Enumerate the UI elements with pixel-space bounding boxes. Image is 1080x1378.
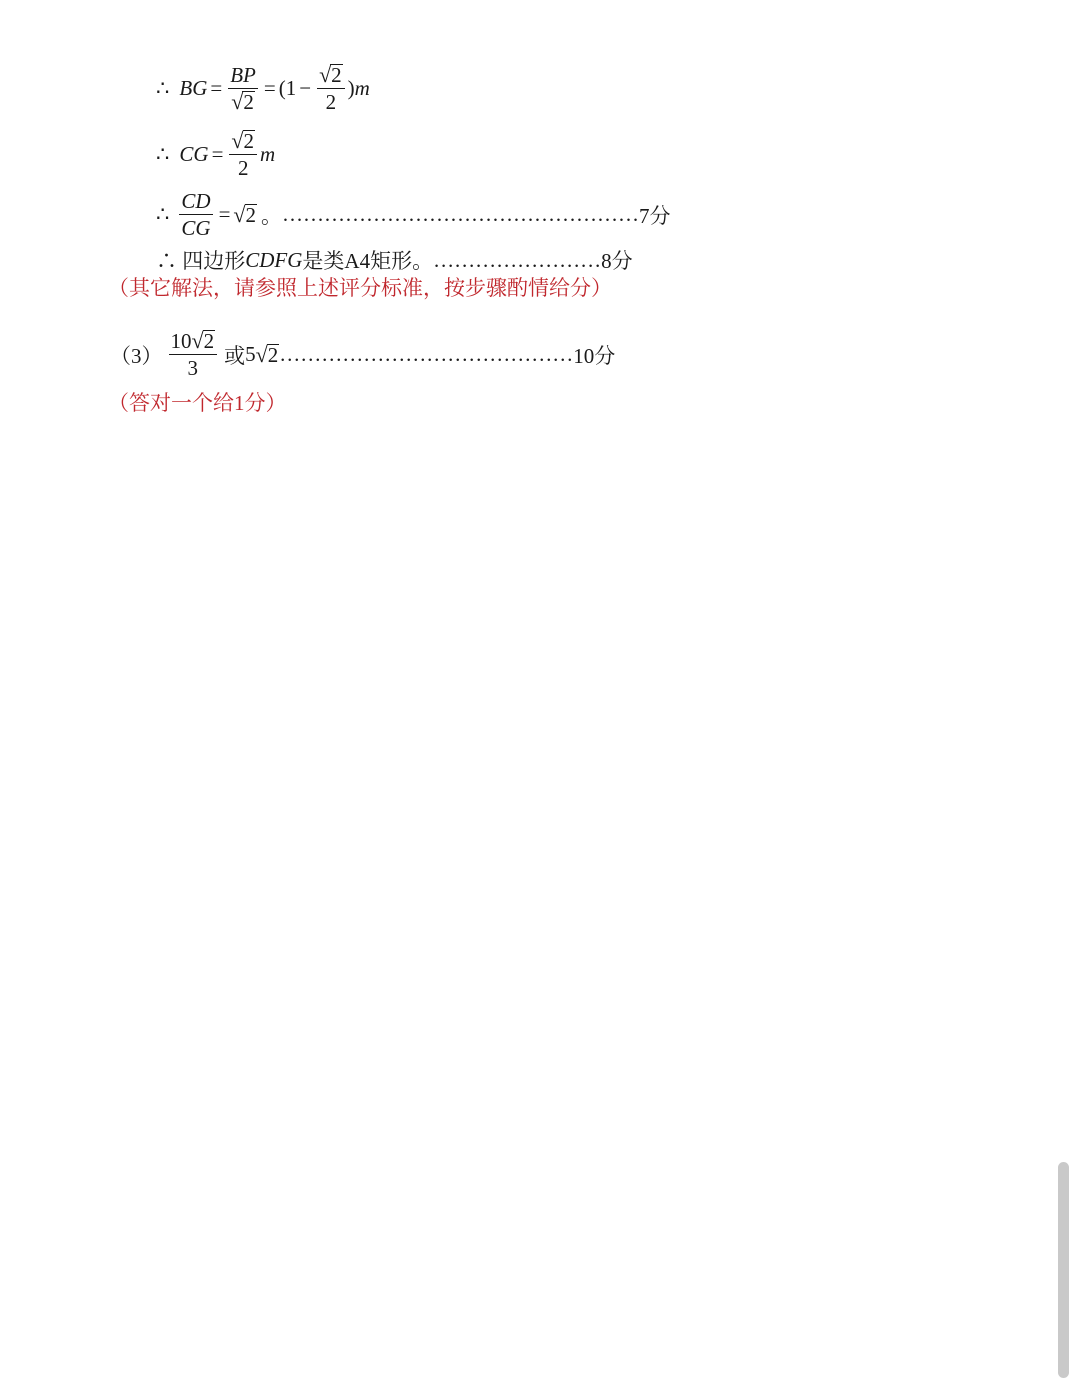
fraction-numerator: BP <box>228 64 258 89</box>
sqrt-expression: √ 2 <box>255 341 279 367</box>
fraction-cd-over-cg <box>179 190 212 239</box>
fraction-denominator: 3 <box>187 356 199 381</box>
score-label: 7分 <box>639 203 671 228</box>
equation-bg <box>156 64 370 113</box>
equals-sign: = <box>263 76 276 101</box>
conclusion-prefix: ∴ 四边形 <box>156 249 246 273</box>
sqrt-expression: √ 2 <box>233 201 257 227</box>
equation-cg <box>156 130 275 179</box>
sqrt-expression: √ 2 <box>231 128 255 154</box>
coefficient: 5 <box>245 342 256 367</box>
fraction-bp-sqrt2 <box>228 64 258 113</box>
bg-label: BG <box>179 76 208 101</box>
fraction-sqrt2-over-2 <box>229 130 257 179</box>
fraction-denominator: 2 <box>325 90 337 115</box>
variable-m: m <box>260 142 276 167</box>
paren-close: ) <box>347 76 355 101</box>
fraction-numerator <box>169 330 218 355</box>
therefore-symbol: ∴ <box>156 76 170 101</box>
leader-dots: …………………… <box>433 247 602 272</box>
coefficient: 10 <box>170 329 192 353</box>
fraction-denominator: 2 <box>237 156 249 181</box>
sqrt-expression: √ 2 <box>319 62 342 88</box>
equals-sign: = <box>218 202 231 227</box>
sqrt-expression: √ 2 <box>231 89 254 115</box>
fraction-numerator <box>229 130 257 155</box>
or-label: 或 <box>224 343 246 368</box>
therefore-symbol: ∴ <box>156 142 170 167</box>
equation-ratio <box>156 190 671 239</box>
variable-m: m <box>354 76 370 101</box>
minus-sign: − <box>299 76 312 101</box>
fraction-10sqrt2-over-3 <box>169 330 218 379</box>
vertical-scrollbar[interactable] <box>1058 1162 1069 1378</box>
part-label: （3） <box>110 343 163 368</box>
grading-note-text: （答对一个给1分） <box>108 391 287 415</box>
score-label: 8分 <box>601 249 633 273</box>
fraction-numerator <box>317 64 345 89</box>
paren-open: (1 <box>278 76 297 101</box>
equals-sign: = <box>211 142 224 167</box>
sqrt-expression: √ 2 <box>191 328 215 354</box>
part3-answer <box>110 330 615 379</box>
conclusion-line <box>156 245 633 275</box>
shape-label: CDFG <box>245 247 303 272</box>
score-label: 10分 <box>573 343 616 368</box>
cg-label: CG <box>179 142 209 167</box>
fraction-sqrt2-over-2 <box>317 64 345 113</box>
leader-dots: …………………………………… <box>279 342 574 367</box>
grading-note-text: （其它解法，请参照上述评分标准，按步骤酌情给分） <box>108 276 612 300</box>
period: 。 <box>261 203 283 228</box>
grading-note <box>108 272 612 302</box>
equals-sign: = <box>210 76 223 101</box>
leader-dots: …………………………………………… <box>282 202 640 227</box>
fraction-denominator <box>229 89 257 113</box>
fraction-denominator: CG <box>181 216 211 241</box>
fraction-numerator: CD <box>179 190 212 215</box>
therefore-symbol: ∴ <box>156 202 170 227</box>
grading-note-2 <box>108 387 287 417</box>
conclusion-suffix: 是类A4矩形。 <box>302 249 434 273</box>
